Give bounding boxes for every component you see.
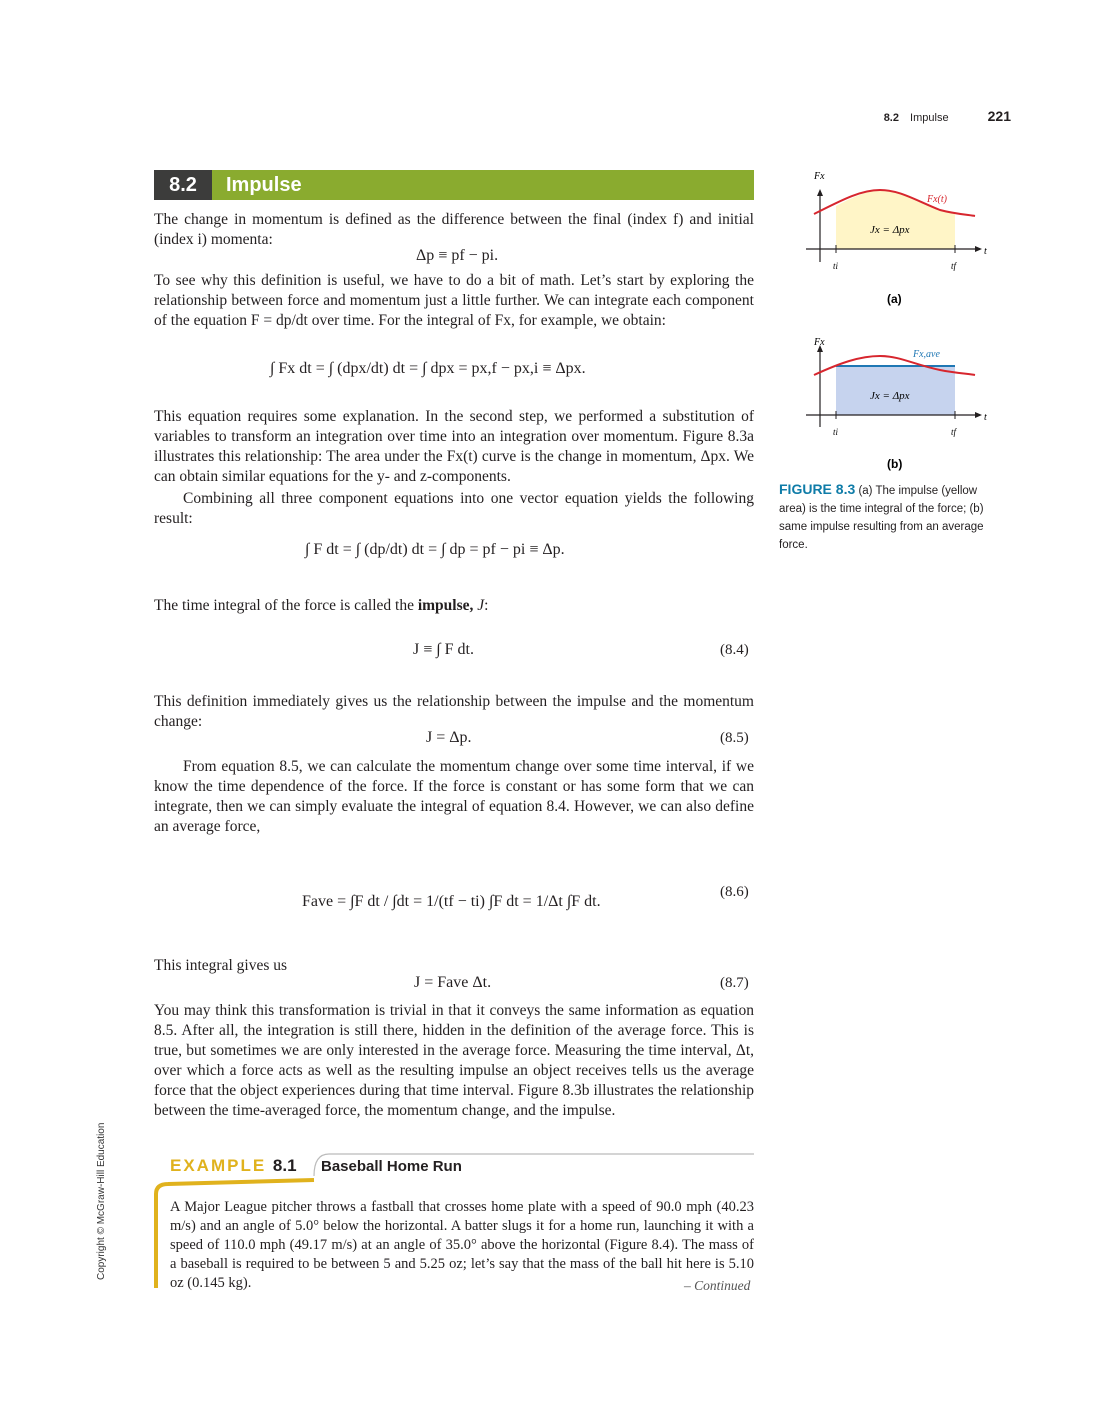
header-section-title: Impulse <box>910 112 949 124</box>
area-label-a: Jx = Δpx <box>870 224 910 236</box>
equation-number-8-7: (8.7) <box>720 975 749 991</box>
figure-caption-text: (a) The impulse (yellow area) is the time integral of the force; (b) same impulse resulting from an average force. <box>779 485 984 551</box>
equation-8-7: J = Fave Δt. <box>414 974 492 991</box>
paragraph-2: To see why this definition is useful, we have to do a bit of math. Let’s start by exploring the relationship between force and momentum just a little further. We can integrate each component of the equation F = dp/dt over time. For the integral of Fx, for example, we obtain: <box>154 272 754 329</box>
figure-label: FIGURE 8.3 <box>779 481 856 497</box>
figure-8-3 <box>800 165 1000 471</box>
continued-label: – Continued <box>684 1278 751 1293</box>
page-number: 221 <box>987 108 1011 124</box>
figure-panel-a <box>806 171 987 370</box>
figure-panel-b <box>806 337 987 471</box>
equation-8-4: J ≡ ∫ F dt. <box>413 641 474 658</box>
copyright-notice: Copyright © McGraw-Hill Education <box>96 1122 107 1280</box>
section-title: Impulse <box>226 174 302 196</box>
example-title: Baseball Home Run <box>321 1158 462 1175</box>
equation-8-5: J = Δp. <box>426 729 472 746</box>
equation-number-8-6: (8.6) <box>720 884 749 900</box>
equation-number-8-5: (8.5) <box>720 730 749 746</box>
panel-label-a: (a) <box>887 292 902 306</box>
paragraph-5: The time integral of the force is called the impulse, J: <box>154 597 489 614</box>
x-axis-label-a: t <box>984 246 987 257</box>
panel-label-b: (b) <box>887 457 903 471</box>
avg-label-b: Fx,ave <box>913 349 940 360</box>
equation-component-integral: ∫ Fx dt = ∫ (dpx/dt) dt = ∫ dpx = px,f − px,i ≡ Δpx. <box>270 360 586 377</box>
section-number: 8.2 <box>154 170 212 200</box>
paragraph-6: This definition immediately gives us the relationship between the impulse and the momentum change: <box>154 693 754 730</box>
paragraph-1: The change in momentum is defined as the difference between the final (index f) and initial (index i) momenta: <box>154 211 754 248</box>
impulse-intro: The time integral of the force is called the <box>154 597 414 614</box>
paragraph-8: This integral gives us <box>154 957 288 974</box>
paragraph-9: You may think this transformation is trivial in that it conveys the same information as equation 8.5. After all, the integration is still there, hidden in the definition of the average force. This is true, but sometimes we are only interested in the average force. Measuring the time interval, Δt, over which a force acts as well as the resulting impulse an object receives tells us the average force that the object experiences during that time interval. Figure 8.3b illustrates the relationship between the time-averaged force, the momentum change, and the impulse. <box>154 1002 754 1119</box>
y-axis-label-b: Fx <box>814 337 825 348</box>
curve-label-a: Fx(t) <box>927 194 947 205</box>
x-axis-label-b: t <box>984 412 987 423</box>
paragraph-3: This equation requires some explanation. In the second step, we performed a substitution of variables to transform an integration over time into an integration over momentum. Figure 8.3a illustrates this relationship: The area under the Fx(t) curve is the change in momentum, Δpx. We can obtain similar equations for the y- and z-components. <box>154 408 754 485</box>
figure-caption <box>779 480 989 554</box>
paragraph-4: Combining all three component equations into one vector equation yields the following result: <box>154 490 754 527</box>
ti-label-b: ti <box>833 427 839 437</box>
tf-label-b: tf <box>951 427 957 437</box>
equation-8-6: Fave = ∫F dt / ∫dt = 1/(tf − ti) ∫F dt = 1/Δt ∫F dt. <box>302 893 601 910</box>
ti-label-a: ti <box>833 261 839 271</box>
area-label-b: Jx = Δpx <box>870 390 910 402</box>
equation-number-8-4: (8.4) <box>720 642 749 658</box>
equation-delta-p: Δp ≡ pf − pi. <box>416 247 499 264</box>
section-heading-bar <box>154 170 754 200</box>
equation-vector-integral: ∫ F dt = ∫ (dp/dt) dt = ∫ dp = pf − pi ≡ Δp. <box>305 541 565 558</box>
example-label: EXAMPLE <box>170 1156 267 1175</box>
example-heading <box>170 1156 297 1176</box>
header-section-number: 8.2 <box>883 112 899 124</box>
example-number: 8.1 <box>272 1156 297 1175</box>
impulse-term: impulse, <box>417 597 474 614</box>
example-body: A Major League pitcher throws a fastball that crosses home plate with a speed of 90.0 mph (40.23 m/s) and an angle of 5.0° below the horizontal. A batter slugs it for a home run, launching it with a speed of 110.0 mph (49.17 m/s) at an angle of 35.0° above the horizontal (Figure 8.4). The mass of a baseball is required to be between 5 and 5.25 oz; let’s say that the mass of the ball hit here is 5.10 oz (0.145 kg). <box>170 1199 754 1291</box>
tf-label-a: tf <box>951 261 957 271</box>
running-header <box>884 108 1011 124</box>
paragraph-7: From equation 8.5, we can calculate the momentum change over some time interval, if we know the time dependence of the force. If the force is constant or has some form that we can integrate, then we can simply evaluate the integral of equation 8.4. However, we can also define an average force, <box>154 758 754 835</box>
y-axis-label-a: Fx <box>814 171 825 182</box>
